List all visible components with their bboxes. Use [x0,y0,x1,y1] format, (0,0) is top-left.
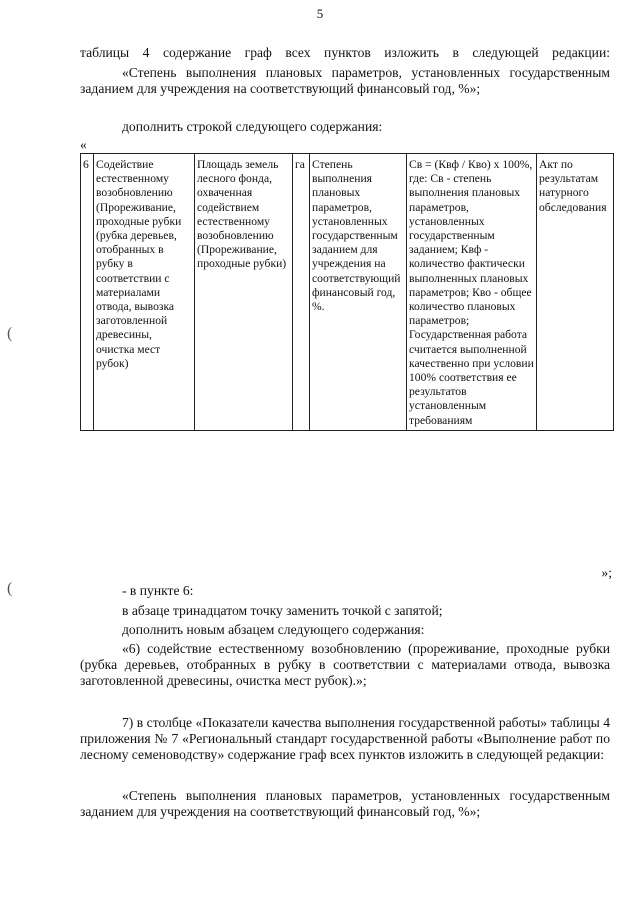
table-row [81,154,614,431]
close-quote: »; [601,565,612,580]
body-paragraph-6: «Степень выполнения плановых параметров, установленных государственным заданием для учреждения на соответствующий финансовый год, %»; [80,788,610,819]
unit-cell: га [293,154,310,431]
body-paragraph-5: 7) в столбце «Показатели качества выполнения государственной работы» таблицы 4 приложения № 7 «Региональный стандарт государственной работы «Выполнение работ по лесному семеноводству» содержание граф всех пунктов изложить в следующей редакции: [80,715,610,762]
document-cell: Акт по результатам натурного обследования [537,154,614,431]
body-paragraph-1: - в пункте 6: [122,583,194,598]
work-name-cell: Содействие естественному возобновлению (Прореживание, проходные рубки (рубка деревьев, отобранных в рубку в соответствии с материалами отвода, вывозка заготовленной древесины, очистка мест рубок) [94,154,195,431]
open-quote: « [80,137,87,152]
add-row-line: дополнить строкой следующего содержания: [122,119,383,134]
page-number: 5 [316,6,324,21]
intro-line: таблицы 4 содержание граф всех пунктов изложить в следующей редакции: [80,45,610,60]
intro-paragraph: «Степень выполнения плановых параметров, установленных государственным заданием для учреждения на соответствующий финансовый год, %»; [80,65,610,96]
row-number-cell: 6 [81,154,94,431]
formula-cell: Св = (Квф / Кво) х 100%, где: Св - степень выполнения плановых параметров, установленных государственным заданием; Квф - количество фактически выполненных плановых параметров; Кво - общее количество плановых параметров; Государственная работа считается выполненной качественно при условии 100% соответствия ее результатов установленным требованиям [407,154,537,431]
volume-indicator-cell: Площадь земель лесного фонда, охваченная содействием естественному возобновлению (Прореживание, проходные рубки) [195,154,293,431]
body-paragraph-4: «6) содействие естественному возобновлению (прореживание, проходные рубки (рубка деревьев, отобранных в рубку в соответствии с материалами отвода, вывозка заготовленной древесины, очистка мест рубок).»; [80,641,610,688]
margin-mark: ( [7,580,13,597]
indicator-table [80,153,614,431]
body-paragraph-3: дополнить новым абзацем следующего содержания: [122,622,425,637]
quality-indicator-cell: Степень выполнения плановых параметров, установленных государственным заданием для учреждения на соответствующий финансовый год, %. [310,154,407,431]
body-paragraph-2: в абзаце тринадцатом точку заменить точкой с запятой; [122,603,443,618]
margin-mark: ( [7,325,13,342]
